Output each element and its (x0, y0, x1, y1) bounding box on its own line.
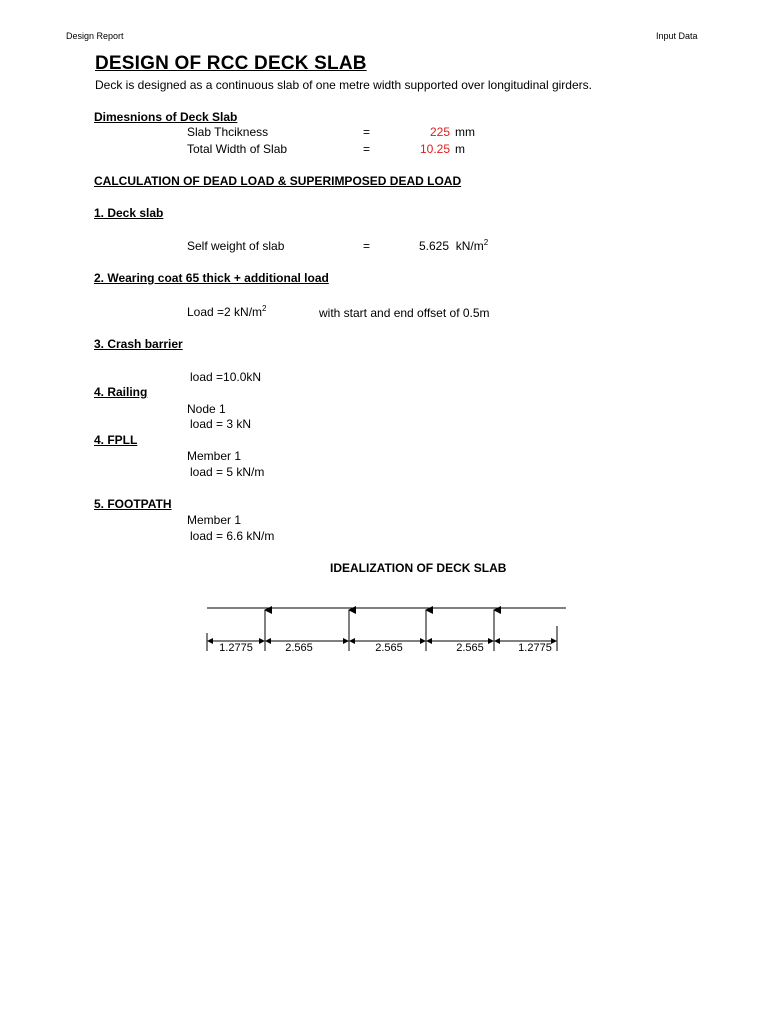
slab-width-value: 10.25 (419, 142, 450, 156)
intro-text: Deck is designed as a continuous slab of one metre width supported over longitudinal girders. (95, 78, 592, 92)
fpll-member: Member 1 (187, 449, 242, 463)
report-header-right: Input Data (656, 31, 698, 41)
slab-width-eq: = (363, 142, 371, 156)
report-header-left: Design Report (66, 31, 124, 41)
slab-thickness-label: Slab Thcikness (187, 125, 269, 139)
self-weight-label: Self weight of slab (187, 239, 285, 253)
self-weight-eq: = (363, 239, 371, 253)
slab-width-label: Total Width of Slab (187, 142, 288, 156)
crash-barrier-load: load =10.0kN (190, 370, 262, 384)
slab-thickness-eq: = (363, 125, 371, 139)
footpath-heading: 5. FOOTPATH (94, 497, 172, 511)
wearing-coat-load-sup: 2 (262, 304, 267, 313)
span-label-1: 1.2775 (219, 642, 253, 654)
fpll-heading: 4. FPLL (94, 433, 138, 447)
slab-thickness-unit: mm (455, 125, 475, 139)
span-label-4: 2.565 (456, 642, 484, 654)
railing-node: Node 1 (187, 402, 226, 416)
wearing-coat-note: with start and end offset of 0.5m (319, 306, 490, 320)
dead-load-heading: CALCULATION OF DEAD LOAD & SUPERIMPOSED DEAD LOAD (94, 174, 462, 188)
self-weight-value-text: 5.625 kN/m (419, 239, 484, 253)
footpath-load: load = 6.6 kN/m (190, 529, 275, 543)
span-label-2: 2.565 (285, 642, 313, 654)
slab-width-unit: m (455, 142, 465, 156)
span-label-5: 1.2775 (518, 642, 552, 654)
dimensions-heading: Dimesnions of Deck Slab (94, 110, 238, 124)
page-title: DESIGN OF RCC DECK SLAB (95, 53, 367, 74)
crash-barrier-heading: 3. Crash barrier (94, 337, 183, 351)
wearing-coat-heading: 2. Wearing coat 65 thick + additional load (94, 271, 329, 285)
railing-heading: 4. Railing (94, 385, 148, 399)
self-weight-unit-sup: 2 (483, 238, 489, 247)
idealization-heading: IDEALIZATION OF DECK SLAB (330, 561, 507, 575)
slab-thickness-value: 225 (429, 125, 450, 139)
deck-slab-heading: 1. Deck slab (94, 206, 164, 220)
railing-load: load = 3 kN (190, 417, 252, 431)
footpath-member: Member 1 (187, 513, 242, 527)
wearing-coat-load-text: Load =2 kN/m (187, 305, 263, 319)
span-label-3: 2.565 (375, 642, 403, 654)
fpll-load: load = 5 kN/m (190, 465, 265, 479)
